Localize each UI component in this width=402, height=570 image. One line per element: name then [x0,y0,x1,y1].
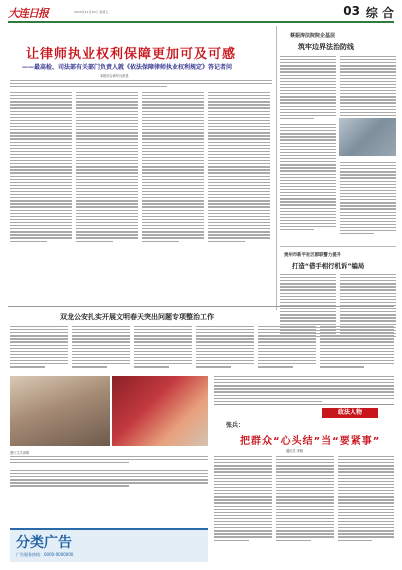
lead-column-1 [10,92,72,244]
section-number: 03 [343,4,360,18]
middle-lower-column [214,376,394,404]
masthead-meta: 2024年11月15日 星期五 [74,10,109,14]
sidebar-top-rule [276,26,277,310]
middle-column-2 [72,326,130,369]
sidebar-mid-kicker: 贵州市新平社区群联警力提升 [284,253,342,258]
bottom-label: 张兵： [226,422,245,429]
masthead-rule [8,21,394,23]
bottom-left-text [10,470,208,489]
section-divider-1 [8,306,394,307]
section-name: 综 合 [365,6,394,20]
classified-box [10,528,208,562]
sidebar-mid-rule [280,246,396,247]
classified-title: 分类广告 [16,535,72,551]
middle-column-1 [10,326,68,369]
bottom-column-3 [338,456,394,543]
event-photo [10,376,110,446]
event-photo-2 [112,376,208,446]
lead-column-4 [208,92,270,244]
lead-headline: 让律师执业权利保障更加可及可感 [26,47,237,62]
sidebar-top-column-1 [280,56,336,121]
masthead-logo: 大连日报 [8,7,48,20]
sidebar-text-under-photo [280,124,336,232]
middle-column-6 [320,326,394,369]
section-divider-2 [214,404,394,405]
lead-intro [10,80,272,89]
lead-column-3 [142,92,204,244]
sidebar-photo-small [339,118,396,156]
bottom-headline: 把群众“心头结”当“要紧事” [240,436,381,447]
lead-subhead: ——最高检、司法部有关部门负责人就《依法保障律师执业权利规定》答记者问 [22,64,233,71]
lead-column-2 [76,92,138,244]
middle-column-5 [258,326,316,369]
middle-column-3 [134,326,192,369]
bottom-column-1 [214,456,272,543]
middle-headline: 双龙公安扎实开展文明春天突出问题专项整治工作 [60,313,214,321]
bottom-byline: 通讯员 李晓 [286,449,303,453]
photo-caption-lines [10,456,208,465]
sidebar-top-headline: 筑牢边界法治防线 [298,43,354,51]
sidebar-top-kicker: 蔡振涛法院院企基层 [290,33,336,39]
section-badge-label: 政法人物 [337,409,362,416]
lead-byline: 本报综合新华社消息 [100,74,129,78]
middle-column-4 [196,326,254,369]
classified-phone: 广告服务热线：0000-0000000 [16,552,74,557]
sidebar-top-column-2 [340,56,396,121]
section-badge [322,408,378,418]
sidebar-text-under-photo-2 [340,162,396,236]
masthead [8,4,394,20]
photo-caption: 图片文字说明 [10,451,30,455]
bottom-column-2 [276,456,334,543]
sidebar-mid-headline: 打造“借手相行机诉”编局 [292,262,365,270]
